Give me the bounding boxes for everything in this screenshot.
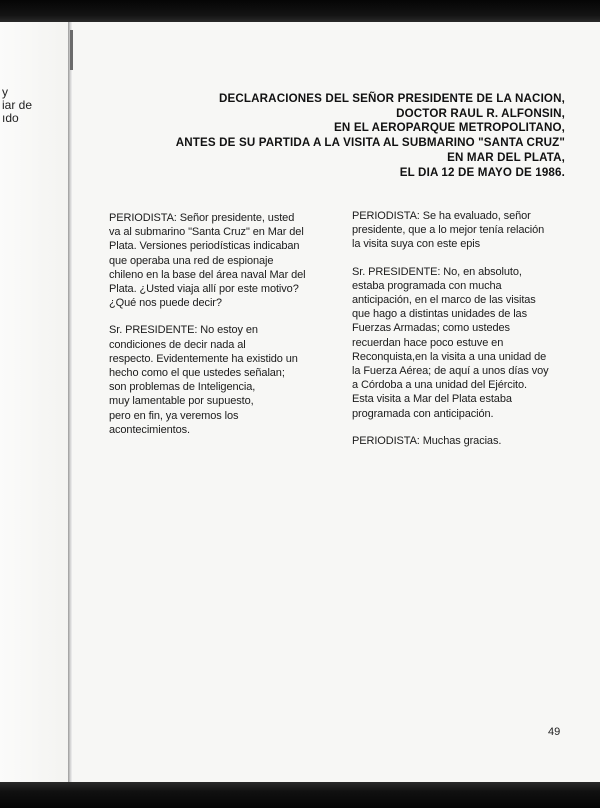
- heading-line: ANTES DE SU PARTIDA A LA VISITA AL SUBMARINO "SANTA CRUZ": [175, 136, 565, 150]
- text-line: condiciones de decir nada al: [109, 338, 246, 351]
- text-line: anticipación, en el marco de las visitas: [352, 294, 536, 307]
- text-line: que operaba una red de espionaje: [109, 254, 274, 267]
- text-line: a Córdoba a una unidad del Ejército.: [352, 379, 527, 392]
- text-line: hecho como el que ustedes señalan;: [109, 367, 285, 380]
- text-line: PERIODISTA: Se ha evaluado, señor: [352, 210, 531, 222]
- text-line: respecto. Evidentemente ha existido un: [109, 352, 298, 365]
- scan-bottom-border: [0, 782, 600, 808]
- heading-line: DECLARACIONES DEL SEÑOR PRESIDENTE DE LA NACION,: [218, 92, 565, 105]
- text-line: Reconquista,en la visita a una unidad de: [352, 350, 547, 363]
- left-column: [109, 211, 319, 450]
- closing-paragraph: [352, 434, 562, 448]
- text-line: estaba programada con mucha: [352, 279, 502, 292]
- adjacent-text-line: ıdo: [2, 111, 19, 125]
- text-line: Plata. ¿Usted viaja allí por este motivo?: [109, 283, 299, 296]
- answer-paragraph: [352, 265, 562, 421]
- text-line: Sr. PRESIDENTE: No estoy en: [109, 324, 258, 337]
- text-line: Esta visita a Mar del Plata estaba: [352, 393, 512, 406]
- document-heading: [125, 92, 565, 180]
- text-line: la visita suya con este epis: [352, 238, 481, 251]
- book-spine-shadow: [68, 22, 72, 782]
- text-line: va al submarino "Santa Cruz" en Mar del: [109, 226, 304, 239]
- question-paragraph: [352, 209, 562, 252]
- question-paragraph: [109, 211, 319, 310]
- text-line: PERIODISTA: Muchas gracias.: [352, 434, 502, 447]
- spine-mark: [70, 30, 73, 70]
- scan-top-border: [0, 0, 600, 22]
- text-line: que hago a distintas unidades de las: [352, 308, 527, 321]
- text-line: programada con anticipación.: [352, 407, 494, 420]
- answer-paragraph: [109, 323, 319, 437]
- adjacent-page-strip: [0, 22, 70, 782]
- text-line: son problemas de Inteligencia,: [109, 381, 256, 394]
- text-line: recuerdan hace poco estuve en: [352, 336, 504, 349]
- text-line: Fuerzas Armadas; como ustedes: [352, 322, 510, 335]
- text-line: la Fuerza Aérea; de aquí a unos días voy: [352, 365, 549, 378]
- heading-line: EN EL AEROPARQUE METROPOLITANO,: [334, 121, 565, 135]
- text-line: PERIODISTA: Señor presidente, usted: [109, 212, 295, 224]
- heading-line: EN MAR DEL PLATA,: [447, 150, 565, 164]
- text-line: acontecimientos.: [109, 423, 190, 436]
- text-line: Plata. Versiones periodísticas indicaban: [109, 240, 300, 253]
- text-line: muy lamentable por supuesto,: [109, 395, 254, 408]
- text-line: ¿Qué nos puede decir?: [109, 297, 222, 310]
- right-column: [352, 209, 562, 461]
- heading-line: EL DIA 12 DE MAYO DE 1986.: [399, 165, 565, 179]
- page-number: 49: [548, 726, 561, 738]
- adjacent-page-text: [2, 86, 32, 125]
- text-line: chileno en la base del área naval Mar del: [109, 268, 306, 281]
- adjacent-text-line: y: [2, 85, 8, 99]
- heading-line: DOCTOR RAUL R. ALFONSIN,: [396, 106, 565, 120]
- text-line: presidente, que a lo mejor tenía relación: [352, 224, 545, 237]
- text-line: Sr. PRESIDENTE: No, en absoluto,: [352, 265, 522, 278]
- text-line: pero en fin, ya veremos los: [109, 409, 239, 422]
- adjacent-text-line: iar de: [2, 98, 33, 112]
